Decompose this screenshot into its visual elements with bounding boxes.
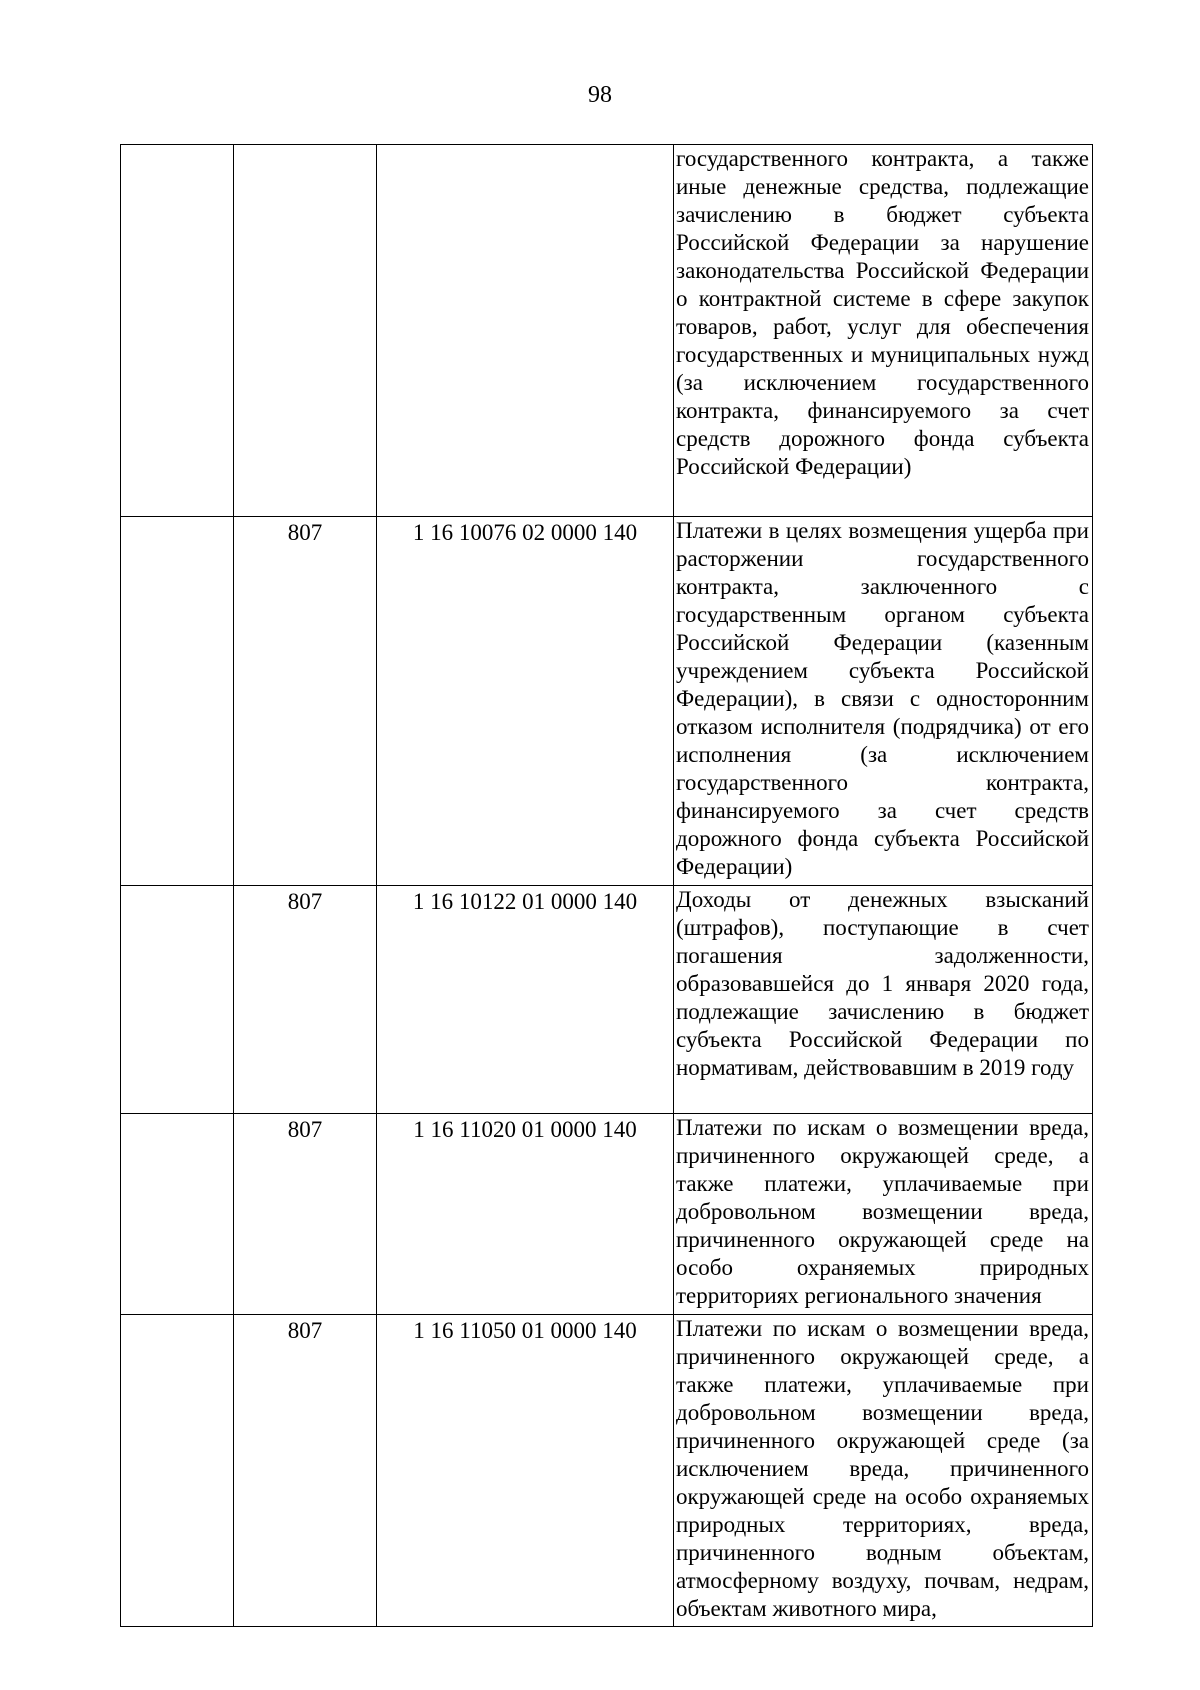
admin-code-cell: 807 bbox=[234, 1315, 377, 1627]
budget-code-cell: 1 16 11020 01 0000 140 bbox=[377, 1114, 674, 1315]
table-row bbox=[121, 145, 1093, 517]
description-cell: Платежи по искам о возмещении вреда, причиненного окружающей среде, а также платежи, уплачиваемые при добровольном возмещении вреда, причиненного окружающей среде на особо охраняемых природных территориях регионального значения bbox=[674, 1114, 1093, 1315]
table-row bbox=[121, 517, 1093, 886]
description-cell: Доходы от денежных взысканий (штрафов), поступающие в счет погашения задолженности, образовавшейся до 1 января 2020 года, подлежащие зачислению в бюджет субъекта Российской Федерации по нормативам, действовавшим в 2019 году bbox=[674, 886, 1093, 1114]
admin-code-cell: 807 bbox=[234, 517, 377, 886]
empty-cell bbox=[121, 517, 234, 886]
table-row bbox=[121, 1114, 1093, 1315]
table-row bbox=[121, 1315, 1093, 1627]
budget-code-cell: 1 16 10076 02 0000 140 bbox=[377, 517, 674, 886]
page-number: 98 bbox=[588, 82, 612, 108]
budget-code-cell: 1 16 11050 01 0000 140 bbox=[377, 1315, 674, 1627]
empty-cell bbox=[121, 1315, 234, 1627]
empty-cell bbox=[121, 1114, 234, 1315]
table-row bbox=[121, 886, 1093, 1114]
admin-code-cell: 807 bbox=[234, 1114, 377, 1315]
budget-code-cell bbox=[377, 145, 674, 517]
empty-cell bbox=[121, 886, 234, 1114]
description-cell: государственного контракта, а также иные денежные средства, подлежащие зачислению в бюджет субъекта Российской Федерации за нарушение законодательства Российской Федерации о контрактной системе в сфере закупок товаров, работ, услуг для обеспечения государственных и муниципальных нужд (за исключением государственного контракта, финансируемого за счет средств дорожного фонда субъекта Российской Федерации) bbox=[674, 145, 1093, 517]
empty-cell bbox=[121, 145, 234, 517]
description-cell: Платежи в целях возмещения ущерба при расторжении государственного контракта, заключенного с государственным органом субъекта Российской Федерации (казенным учреждением субъекта Российской Федерации), в связи с односторонним отказом исполнителя (подрядчика) от его исполнения (за исключением государственного контракта, финансируемого за счет средств дорожного фонда субъекта Российской Федерации) bbox=[674, 517, 1093, 886]
admin-code-cell: 807 bbox=[234, 886, 377, 1114]
budget-code-cell: 1 16 10122 01 0000 140 bbox=[377, 886, 674, 1114]
description-cell: Платежи по искам о возмещении вреда, причиненного окружающей среде, а также платежи, уплачиваемые при добровольном возмещении вреда, причиненного окружающей среде (за исключением вреда, причиненного окружающей среде на особо охраняемых природных территориях, вреда, причиненного водным объектам, атмосферному воздуху, почвам, недрам, объектам животного мира, bbox=[674, 1315, 1093, 1627]
admin-code-cell bbox=[234, 145, 377, 517]
revenue-codes-table bbox=[120, 144, 1093, 1627]
